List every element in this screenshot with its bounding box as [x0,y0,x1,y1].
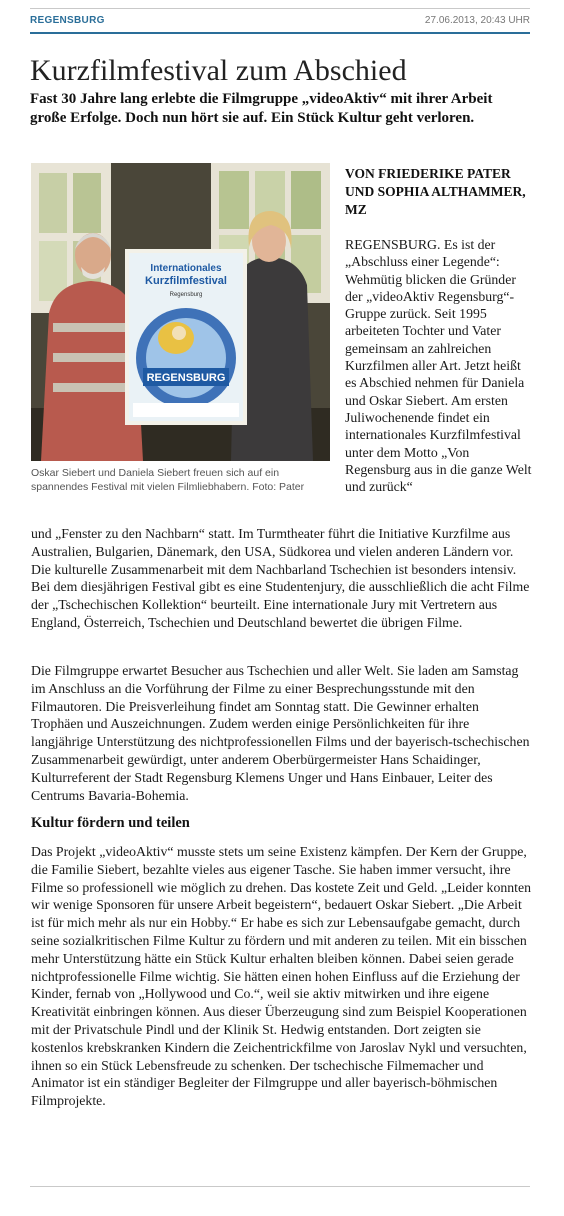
bottom-divider [30,1186,530,1187]
article-lead: Fast 30 Jahre lang erlebte die Filmgruppe „videoAktiv“ mit ihrer Arbeit große Erfolge. Doch nun hört sie auf. Ein Stück Kultur geht verloren. [30,91,493,126]
paragraph-intro-continued: und „Fenster zu den Nachbarn“ statt. Im Turmtheater führt die Initiative Kurzfilme aus Australien, Bulgarien, Dänemark, den USA, Südkorea und vielen anderen Ländern vor. Die kulturelle Zusammenarbeit mit dem Nachbarland Tschechien ist besonders intensiv. Bei dem diesjährigen Festival gibt es eine Studentenjury, die ausschließlich die acht Filme der „Tschechischen Kollektion“ beurteilt. Eine internationale Jury mit Vertretern aus England, Österreich, Tschechien und Deutschland bewertet die übrigen Filme. [31,526,530,630]
article-photo[interactable] [31,163,330,461]
poster-city: REGENSBURG [146,372,226,384]
article-title: Kurzfilmfestival zum Abschied [30,54,407,87]
section-label[interactable]: REGENSBURG [30,15,105,26]
poster-line-2: Kurzfilmfestival [145,275,227,287]
byline: VON FRIEDERIKE PATER UND SOPHIA ALTHAMMER, MZ [345,166,526,217]
subheading: Kultur fördern und teilen [31,815,190,831]
paragraph-intro: REGENSBURG. Es ist der „Abschluss einer Legende“: Wehmütig blicken die Gründer der „videoAktiv Regensburg“-Gruppe zurück. Seit 1995 arbeiteten Tochter und Vater gemeinsam an zahlreichen Kurzfilmen aller Art. Jetzt heißt es Abschied nehmen für Daniela und Oskar Siebert. Am ersten Juliwochenende findet ein internationales Kurzfilmfestival unter dem Motto „Von Regensburg aus in die ganze Welt und zurück“ [345,237,532,495]
paragraph-culture: Das Projekt „videoAktiv“ musste stets um seine Existenz kämpfen. Der Kern der Gruppe, die Familie Siebert, bezahlte vieles aus eigener Tasche. Sie haben immer versucht, ihre Filme so professionell wie möglich zu drehen. Das kostete Zeit und Geld. „Leider konnten wir wenige Sponsoren für unsere Arbeit begeistern“, bedauert Oskar Siebert. „Die Arbeit ist für mich mehr als nur ein Hobby.“ Er habe es sich zur Lebensaufgabe gemacht, durch seine sozialkritischen Filme Kultur zu fördern und mit anderen zu teilen. Mit ein bisschen mehr Unterstützung hätte ein Stück Kultur erhalten bleiben können. Dabei seien gerade nichtprofessionelle Filme wichtig. Sie hätten einen hohen Einfluss auf die Erziehung der Kinder, fernab von „Hollywood und Co.“, weil sie aktiv mitwirken und ihre eigene Kreativität einbringen können. Aus dieser Überzeugung sind zum Beispiel Kooperationen mit der Privatschule Pindl und der Klinik St. Hedwig entstanden. Dort zeigten sie kostenlos krebskranken Kindern die Zeichentrickfilme von Jaroslav Nykl und versuchten, ihnen so ein Stück Lebensfreude zu schenken. Der tschechische Filmemacher und Animator ist ein ständiger Begleiter der Filmgruppe und aller bayerisch-böhmischen Filmprojekte. [31,844,532,1109]
photo-caption: Oskar Siebert und Daniela Siebert freuen sich auf ein spannendes Festival mit vielen Filmliebhabern. Foto: Pater [31,467,305,493]
article-header [30,12,530,30]
top-divider [30,8,530,9]
paragraph-awards: Die Filmgruppe erwartet Besucher aus Tschechien und aller Welt. Sie laden am Samstag im Anschluss an die Vorführung der Filme zu einer Besprechungsstunde mit den Filmautoren. Die Preisverleihung findet am Sonntag statt. Die Gewinner erhalten Trophäen und Auszeichnungen. Zudem werden einige Persönlichkeiten für ihre langjährige Unterstützung des nichtprofessionellen Films und der bayerisch-tschechischen Zusammenarbeit gewürdigt, unter anderem Oberbürgermeister Hans Schaidinger, Kulturreferent der Stadt Regensburg Klemens Unger und Hans Einbauer, Leiter des Centrums Bavaria-Bohemia. [31,663,530,803]
poster-line-3: Regensburg [169,292,203,298]
photo-illustration [31,163,330,461]
header-rule [30,32,530,34]
publish-date: 27.06.2013, 20:43 UHR [424,15,530,26]
poster-line-1: Internationales [150,263,222,274]
